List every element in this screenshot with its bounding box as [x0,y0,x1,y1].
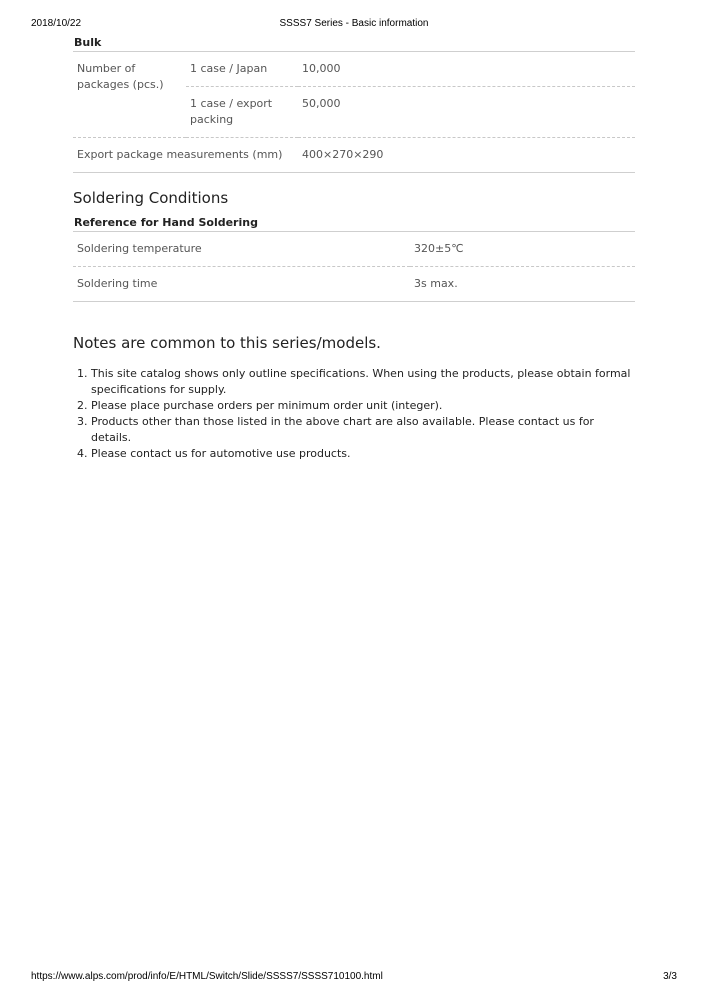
soldering-table [73,232,635,302]
bulk-table [73,52,635,173]
table-row [73,138,635,173]
list-item: 1. This site catalog shows only outline specifications. When using the products, please obtain formal specifications for supply. [91,366,635,398]
print-date: 2018/10/22 [31,18,82,29]
soldering-value: 320±5℃ [410,232,635,267]
print-header [31,18,677,32]
page-content [73,35,635,462]
packages-label: Number of packages (pcs.) [73,52,186,138]
export-label: Export package measurements (mm) [73,138,298,173]
package-type: 1 case / Japan [186,52,298,87]
package-value: 50,000 [298,87,635,138]
table-row [73,267,635,302]
table-row [73,232,635,267]
notes-title: Notes are common to this series/models. [73,334,381,352]
soldering-label: Soldering time [73,267,410,302]
page-url: https://www.alps.com/prod/info/E/HTML/Switch/Slide/SSSS7/SSSS710100.html [31,971,383,982]
table-row [73,52,635,87]
hand-soldering-heading: Reference for Hand Soldering [74,216,258,229]
list-item: 2. Please place purchase orders per minimum order unit (integer). [91,398,635,414]
soldering-title: Soldering Conditions [73,189,229,207]
export-value: 400×270×290 [298,138,635,173]
soldering-value: 3s max. [410,267,635,302]
print-footer [31,971,677,985]
soldering-label: Soldering temperature [73,232,410,267]
package-type: 1 case / export packing [186,87,298,138]
bulk-heading: Bulk [74,36,102,49]
package-value: 10,000 [298,52,635,87]
page-number: 3/3 [663,971,677,982]
notes-list [73,366,635,462]
print-title: SSSS7 Series - Basic information [279,18,429,29]
list-item: 4. Please contact us for automotive use products. [91,446,635,462]
list-item: 3. Products other than those listed in the above chart are also available. Please contact us for details. [91,414,635,446]
